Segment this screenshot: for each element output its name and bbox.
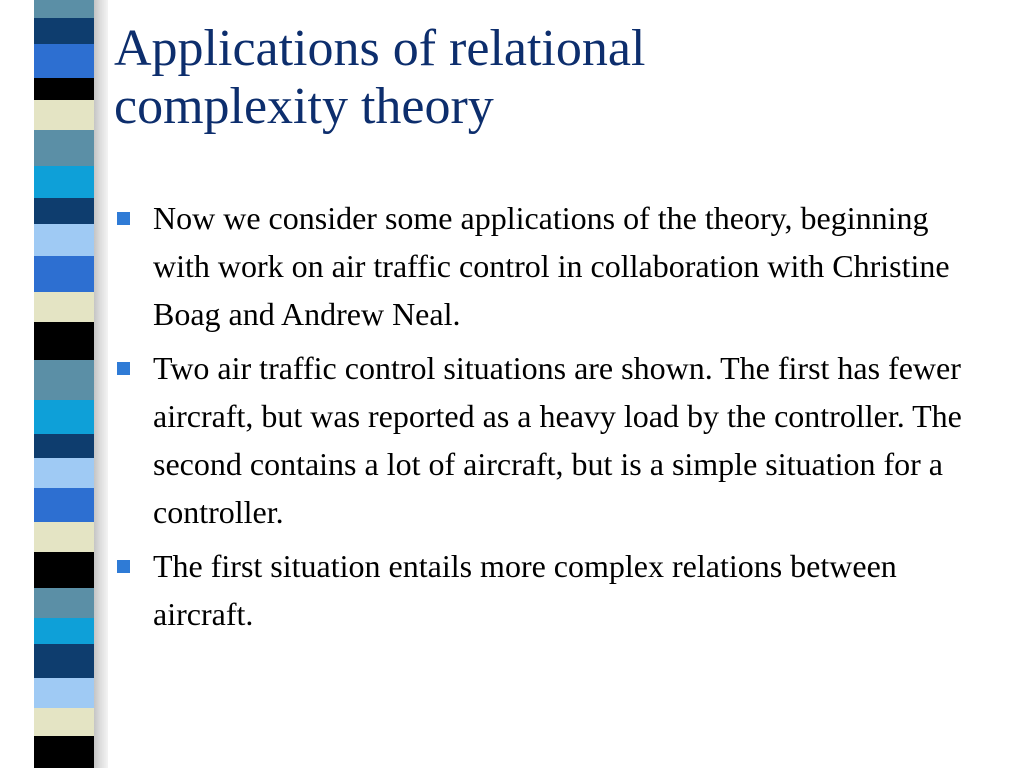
bullet-text: Now we consider some applications of the theory, beginning with work on air traffic control in collaboration with Christine Boag and Andrew Neal. [153,200,950,332]
bullet-item [115,194,965,338]
bullet-item [115,344,965,536]
bullet-item [115,542,965,638]
bullet-text: The first situation entails more complex relations between aircraft. [153,548,897,632]
stripe-block [34,488,94,522]
slide-title [114,20,994,136]
stripe-block [34,292,94,322]
title-line-2: complexity theory [114,78,494,135]
bullet-list [115,194,965,644]
stripe-block [34,130,94,166]
stripe-block [34,644,94,678]
stripe-block [34,18,94,44]
stripe-block [34,458,94,488]
decorative-stripe [34,0,94,768]
stripe-block [34,360,94,400]
stripe-block [34,78,94,100]
stripe-block [34,44,94,78]
stripe-block [34,434,94,458]
stripe-block [34,224,94,256]
stripe-block [34,588,94,618]
stripe-block [34,708,94,736]
stripe-block [34,618,94,644]
square-bullet-icon [117,560,130,573]
stripe-block [34,166,94,198]
stripe-block [34,322,94,360]
stripe-block [34,0,94,18]
square-bullet-icon [117,212,130,225]
stripe-block [34,256,94,292]
square-bullet-icon [117,362,130,375]
stripe-block [34,100,94,130]
stripe-block [34,522,94,552]
stripe-block [34,736,94,768]
title-line-1: Applications of relational [114,20,646,77]
bullet-text: Two air traffic control situations are shown. The first has fewer aircraft, but was reported as a heavy load by the controller. The second contains a lot of aircraft, but is a simple situation for a controller. [153,350,962,530]
stripe-block [34,400,94,434]
stripe-block [34,552,94,588]
stripe-block [34,198,94,224]
stripe-block [34,678,94,708]
stripe-shadow [92,0,108,768]
